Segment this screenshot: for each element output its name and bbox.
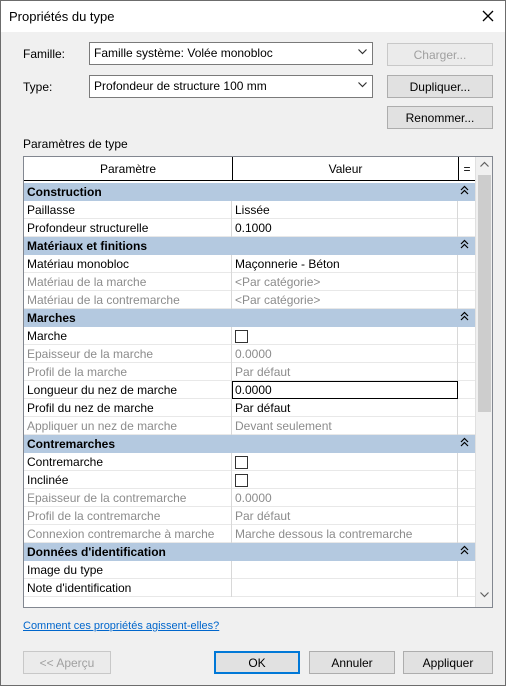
parameter-value: 0.0000 — [232, 489, 458, 507]
type-label: Type: — [23, 80, 53, 94]
parameter-name: Profil de la contremarche — [24, 507, 232, 525]
parameter-name: Contremarche — [24, 453, 232, 471]
collapse-chevron-icon[interactable] — [460, 185, 469, 195]
group-label: Construction — [27, 185, 102, 199]
column-header-eq[interactable]: = — [459, 157, 475, 181]
parameter-name: Profil de la marche — [24, 363, 232, 381]
parameter-eq-cell — [458, 525, 475, 543]
famille-label: Famille: — [23, 47, 66, 61]
parameter-value[interactable]: 0.1000 — [232, 219, 458, 237]
parameter-eq-cell — [458, 579, 475, 597]
chevron-down-icon — [358, 82, 367, 88]
parameter-row[interactable] — [24, 363, 475, 381]
apercu-button[interactable]: << Aperçu — [23, 651, 111, 674]
parameter-row[interactable] — [24, 381, 475, 399]
parameter-value[interactable]: Maçonnerie - Béton — [232, 255, 458, 273]
parameter-value: Par défaut — [232, 507, 458, 525]
parameter-row[interactable] — [24, 219, 475, 237]
collapse-chevron-icon[interactable] — [460, 545, 469, 555]
parameter-eq-cell — [458, 399, 475, 417]
parameter-name: Profondeur structurelle — [24, 219, 232, 237]
group-header[interactable] — [24, 309, 475, 327]
parameter-row[interactable] — [24, 291, 475, 309]
vertical-scrollbar[interactable] — [475, 157, 492, 607]
parameter-eq-cell — [458, 489, 475, 507]
parameter-name: Marche — [24, 327, 232, 345]
parameter-row[interactable] — [24, 471, 475, 489]
parameter-name: Profil du nez de marche — [24, 399, 232, 417]
group-header[interactable] — [24, 435, 475, 453]
renommer-button[interactable]: Renommer... — [387, 106, 493, 129]
parameter-value: Par défaut — [232, 363, 458, 381]
annuler-button[interactable]: Annuler — [309, 651, 395, 674]
title-bar[interactable] — [1, 1, 505, 32]
parameter-eq-cell — [458, 453, 475, 471]
parameter-name: Epaisseur de la marche — [24, 345, 232, 363]
parameter-value[interactable] — [232, 561, 458, 579]
window-title: Propriétés du type — [9, 9, 115, 24]
column-header-valeur[interactable]: Valeur — [233, 157, 459, 181]
parameter-name: Matériau de la contremarche — [24, 291, 232, 309]
parameter-row[interactable] — [24, 255, 475, 273]
parameter-value-cell[interactable] — [232, 327, 458, 345]
famille-dropdown[interactable] — [89, 42, 373, 65]
charger-button[interactable]: Charger... — [387, 43, 493, 66]
parameter-value[interactable]: Par défaut — [232, 399, 458, 417]
parameter-name: Epaisseur de la contremarche — [24, 489, 232, 507]
help-link[interactable]: Comment ces propriétés agissent-elles? — [23, 620, 220, 632]
parameter-value: 0.0000 — [232, 345, 458, 363]
appliquer-button[interactable]: Appliquer — [403, 651, 493, 674]
type-dropdown[interactable] — [89, 75, 373, 98]
group-label: Contremarches — [27, 437, 116, 451]
parameter-name: Longueur du nez de marche — [24, 381, 232, 399]
parameter-row[interactable] — [24, 327, 475, 345]
parameter-value[interactable]: Lissée — [232, 201, 458, 219]
group-label: Matériaux et finitions — [27, 239, 148, 253]
collapse-chevron-icon[interactable] — [460, 437, 469, 447]
close-button[interactable] — [473, 2, 503, 30]
scroll-thumb[interactable] — [478, 175, 491, 412]
group-header[interactable] — [24, 183, 475, 201]
parameter-value-cell[interactable] — [232, 471, 458, 489]
parameter-eq-cell — [458, 255, 475, 273]
collapse-chevron-icon[interactable] — [460, 239, 469, 249]
parameter-row[interactable] — [24, 489, 475, 507]
parameter-eq-cell — [458, 327, 475, 345]
parameter-value: Marche dessous la contremarche — [232, 525, 458, 543]
scroll-up-icon[interactable] — [480, 161, 489, 167]
parameter-eq-cell — [458, 363, 475, 381]
parameter-name: Note d'identification — [24, 579, 232, 597]
parameter-name: Matériau monobloc — [24, 255, 232, 273]
parameter-row[interactable] — [24, 345, 475, 363]
parameter-eq-cell — [458, 219, 475, 237]
dupliquer-button[interactable]: Dupliquer... — [387, 75, 493, 98]
parameter-value-cell[interactable] — [232, 453, 458, 471]
parameter-eq-cell — [458, 291, 475, 309]
section-label: Paramètres de type — [23, 137, 128, 151]
parameter-eq-cell — [458, 507, 475, 525]
parameter-eq-cell — [458, 381, 475, 399]
parameter-value[interactable] — [232, 579, 458, 597]
parameter-eq-cell — [458, 417, 475, 435]
parameter-name: Appliquer un nez de marche — [24, 417, 232, 435]
collapse-chevron-icon[interactable] — [460, 311, 469, 321]
parameter-row[interactable] — [24, 417, 475, 435]
parameter-checkbox[interactable] — [235, 330, 248, 343]
type-value: Profondeur de structure 100 mm — [94, 79, 267, 93]
column-header-parametre[interactable]: Paramètre — [24, 157, 233, 181]
parameter-row[interactable] — [24, 525, 475, 543]
parameter-value: <Par catégorie> — [232, 273, 458, 291]
parameter-name: Connexion contremarche à marche — [24, 525, 232, 543]
group-label: Marches — [27, 311, 76, 325]
ok-button[interactable]: OK — [214, 651, 300, 674]
parameter-row[interactable] — [24, 579, 475, 597]
parameter-row[interactable] — [24, 399, 475, 417]
parameter-checkbox[interactable] — [235, 474, 248, 487]
parameter-value-input[interactable]: 0.0000 — [232, 381, 458, 399]
close-icon — [482, 10, 494, 22]
parameter-name: Inclinée — [24, 471, 232, 489]
parameter-row[interactable] — [24, 453, 475, 471]
parameter-value: Devant seulement — [232, 417, 458, 435]
famille-value: Famille système: Volée monobloc — [94, 46, 273, 60]
parameter-name: Paillasse — [24, 201, 232, 219]
group-header[interactable] — [24, 237, 475, 255]
chevron-down-icon — [358, 49, 367, 55]
parameter-eq-cell — [458, 345, 475, 363]
parameter-row[interactable] — [24, 561, 475, 579]
parameter-eq-cell — [458, 561, 475, 579]
parameter-name: Image du type — [24, 561, 232, 579]
parameter-row[interactable] — [24, 201, 475, 219]
parameter-checkbox[interactable] — [235, 456, 248, 469]
parameter-eq-cell — [458, 471, 475, 489]
parameter-row[interactable] — [24, 273, 475, 291]
scroll-down-icon[interactable] — [480, 592, 489, 598]
parameter-name: Matériau de la marche — [24, 273, 232, 291]
parameters-grid — [23, 156, 493, 608]
group-label: Données d'identification — [27, 545, 166, 559]
group-header[interactable] — [24, 543, 475, 561]
parameter-eq-cell — [458, 201, 475, 219]
parameter-value: <Par catégorie> — [232, 291, 458, 309]
parameter-row[interactable] — [24, 507, 475, 525]
parameter-eq-cell — [458, 273, 475, 291]
